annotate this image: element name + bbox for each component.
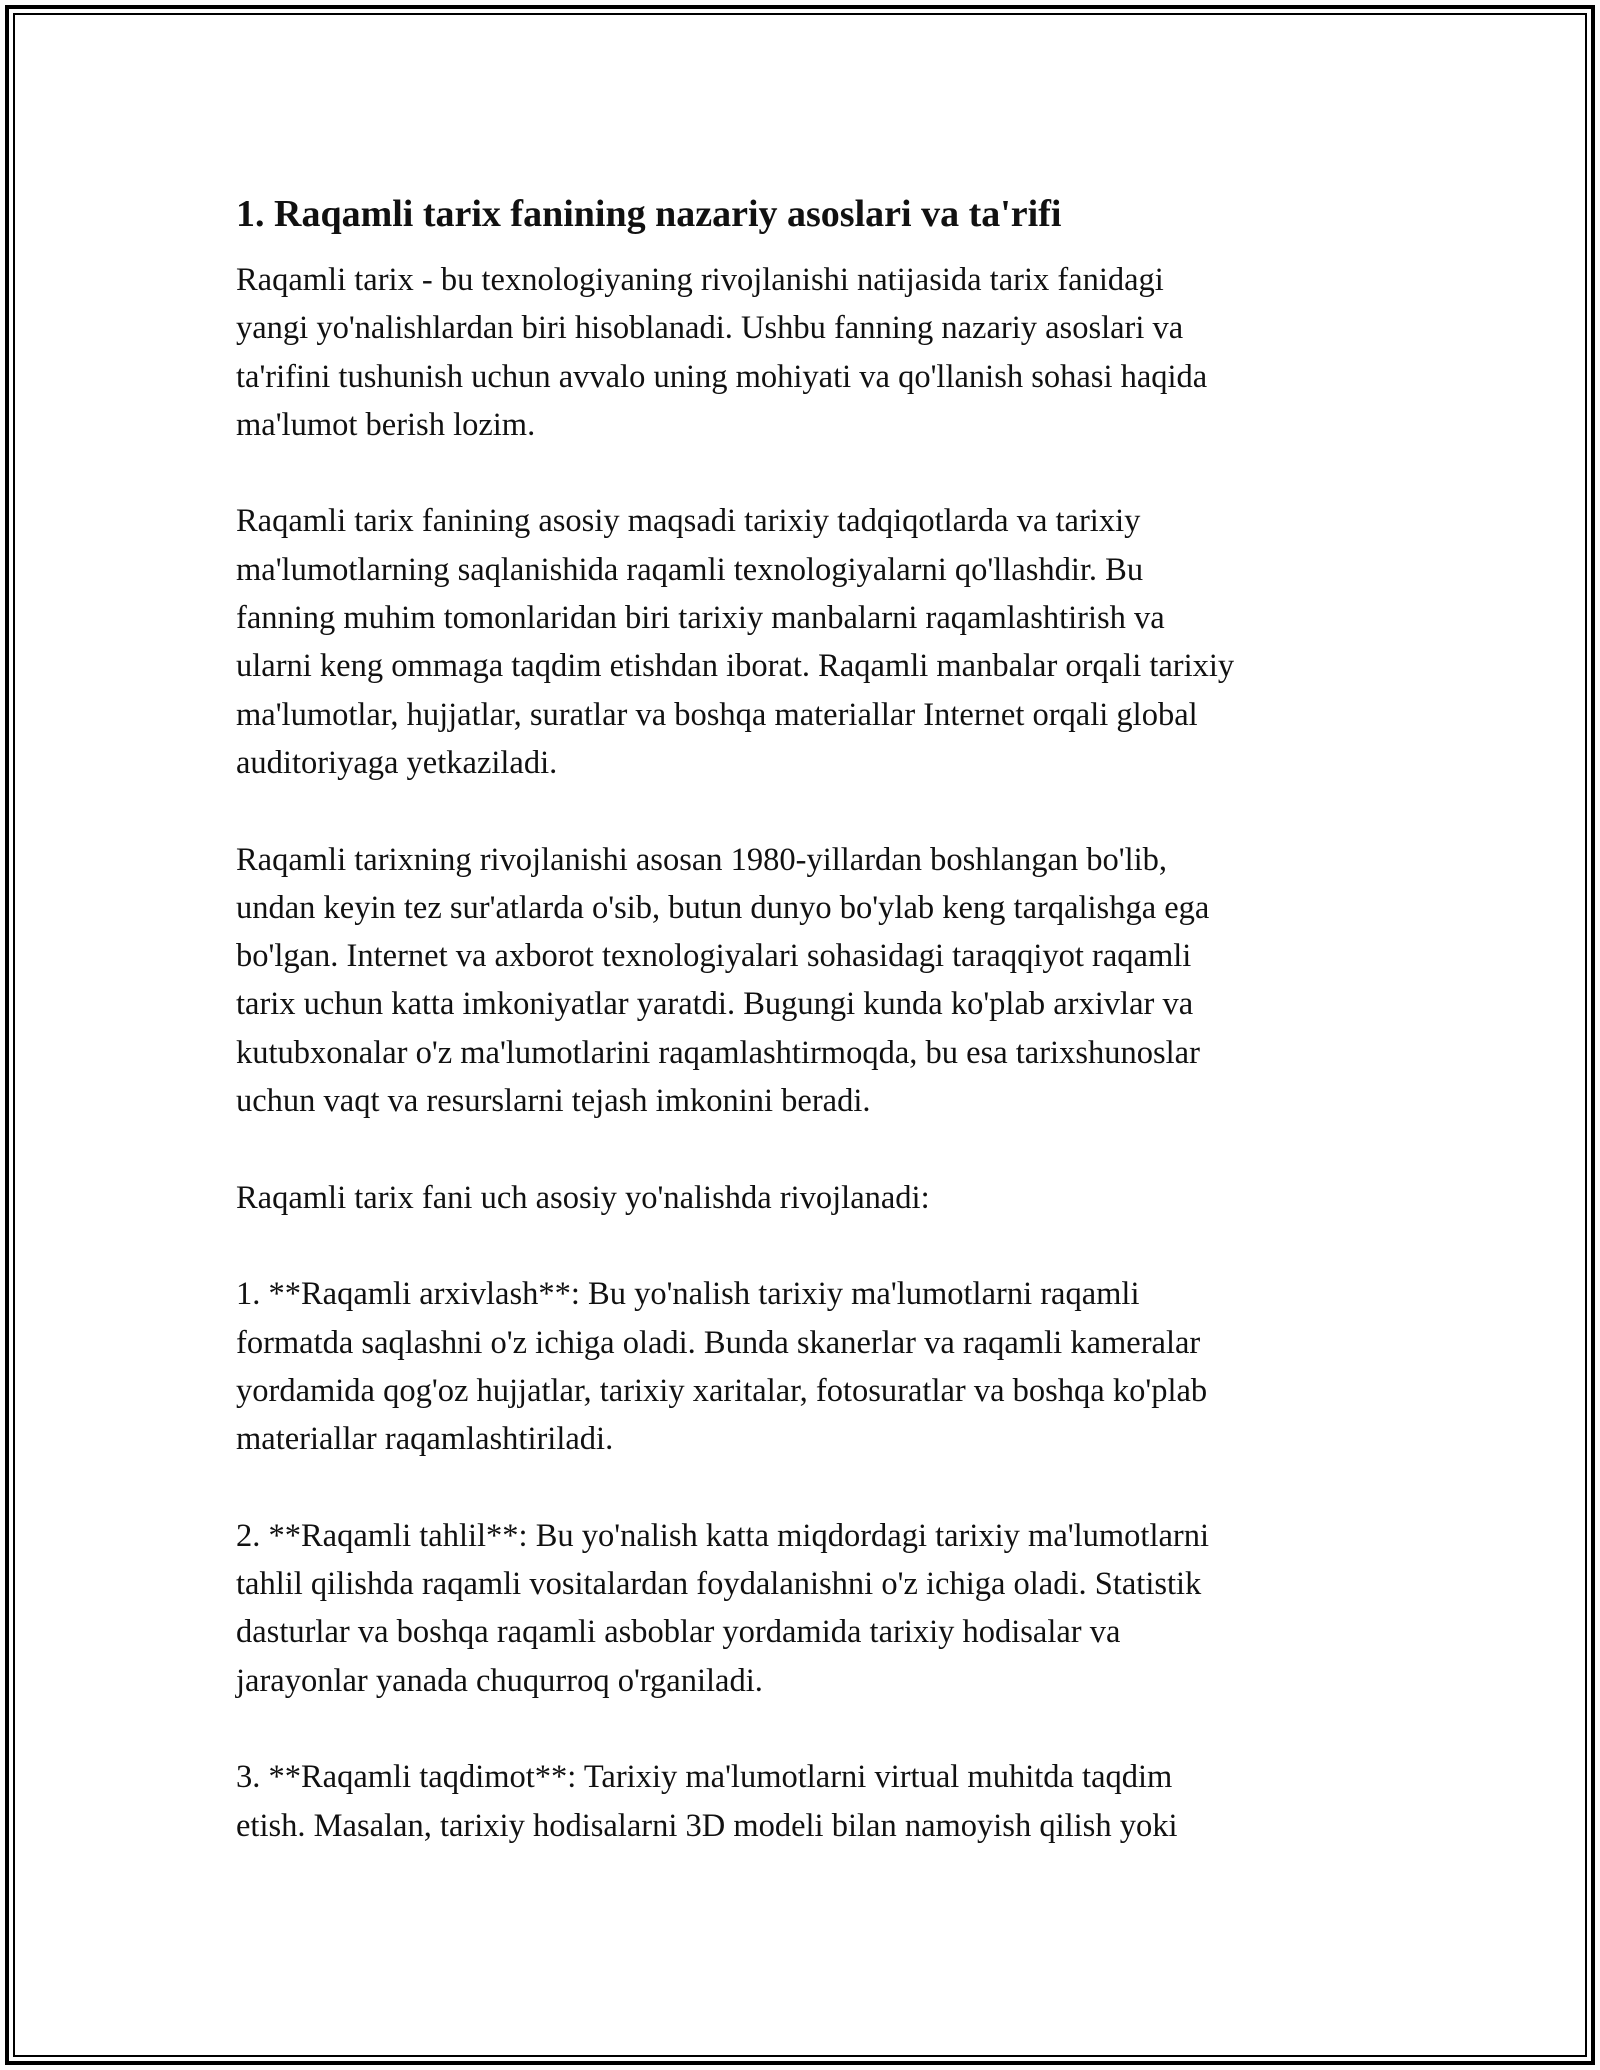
paragraph-line: Raqamli tarix fani uch asosiy yo'nalishda rivojlanadi: — [236, 1179, 930, 1216]
paragraph-line: kutubxonalar o'z ma'lumotlarini raqamlashtirmoqda, bu esa tarixshunoslar — [236, 1034, 1200, 1071]
paragraph-line: ma'lumotlar, hujjatlar, suratlar va boshqa materiallar Internet orqali global — [236, 696, 1198, 733]
paragraph-line: ta'rifini tushunish uchun avvalo uning mohiyati va qo'llanish sohasi haqida — [236, 358, 1208, 395]
paragraph-line: tahlil qilishda raqamli vositalardan foydalanishni o'z ichiga oladi. Statistik — [236, 1566, 1202, 1603]
paragraph-line: formatda saqlashni o'z ichiga oladi. Bunda skanerlar va raqamli kameralar — [236, 1324, 1201, 1361]
paragraph — [236, 1753, 1376, 1850]
paragraph-line: tarix uchun katta imkoniyatlar yaratdi. Bugungi kunda ko'plab arxivlar va — [236, 986, 1194, 1023]
paragraph-line: Raqamli tarixning rivojlanishi asosan 1980-yillardan boshlangan bo'lib, — [236, 841, 1168, 878]
paragraph-line: ularni keng ommaga taqdim etishdan iborat. Raqamli manbalar orqali tarixiy — [236, 648, 1235, 685]
paragraph — [236, 1270, 1376, 1463]
paragraph-line: bo'lgan. Internet va axborot texnologiyalari sohasidagi taraqqiyot raqamli — [236, 938, 1192, 975]
paragraph-line: ma'lumotlarning saqlanishida raqamli texnologiyalarni qo'llashdir. Bu — [236, 551, 1144, 588]
paragraph-line: undan keyin tez sur'atlarda o'sib, butun dunyo bo'ylab keng tarqalishga ega — [236, 889, 1210, 926]
paragraph — [236, 497, 1376, 787]
paragraph-line: yangi yo'nalishlardan biri hisoblanadi. Ushbu fanning nazariy asoslari va — [236, 310, 1184, 347]
paragraph-line: 2. **Raqamli tahlil**: Bu yo'nalish katta miqdordagi tarixiy ma'lumotlarni — [236, 1517, 1210, 1554]
paragraph — [236, 1512, 1376, 1705]
paragraph-container — [236, 256, 1376, 1850]
paragraph-line: Raqamli tarix fanining asosiy maqsadi tarixiy tadqiqotlarda va tarixiy — [236, 503, 1141, 540]
section-heading: 1. Raqamli tarix fanining nazariy asoslari va ta'rifi — [236, 193, 1062, 235]
paragraph-line: materiallar raqamlashtiriladi. — [236, 1421, 614, 1458]
paragraph-line: uchun vaqt va resurslarni tejash imkonini beradi. — [236, 1083, 871, 1120]
paragraph-line: ma'lumot berish lozim. — [236, 406, 536, 443]
paragraph — [236, 836, 1376, 1126]
paragraph-line: 3. **Raqamli taqdimot**: Tarixiy ma'lumotlarni virtual muhitda taqdim — [236, 1759, 1173, 1796]
paragraph-line: fanning muhim tomonlaridan biri tarixiy manbalarni raqamlashtirish va — [236, 600, 1165, 637]
document-body — [236, 186, 1376, 1898]
paragraph — [236, 256, 1376, 449]
paragraph-line: 1. **Raqamli arxivlash**: Bu yo'nalish tarixiy ma'lumotlarni raqamli — [236, 1276, 1140, 1313]
paragraph-line: yordamida qog'oz hujjatlar, tarixiy xaritalar, fotosuratlar va boshqa ko'plab — [236, 1372, 1208, 1409]
paragraph-line: dasturlar va boshqa raqamli asboblar yordamida tarixiy hodisalar va — [236, 1614, 1121, 1651]
paragraph-line: auditoriyaga yetkaziladi. — [236, 744, 558, 781]
paragraph — [236, 1174, 1376, 1222]
paragraph-line: Raqamli tarix - bu texnologiyaning rivojlanishi natijasida tarix fanidagi — [236, 262, 1164, 298]
paragraph-line: jarayonlar yanada chuqurroq o'rganiladi. — [236, 1662, 763, 1699]
paragraph-line: etish. Masalan, tarixiy hodisalarni 3D modeli bilan namoyish qilish yoki — [236, 1807, 1178, 1844]
